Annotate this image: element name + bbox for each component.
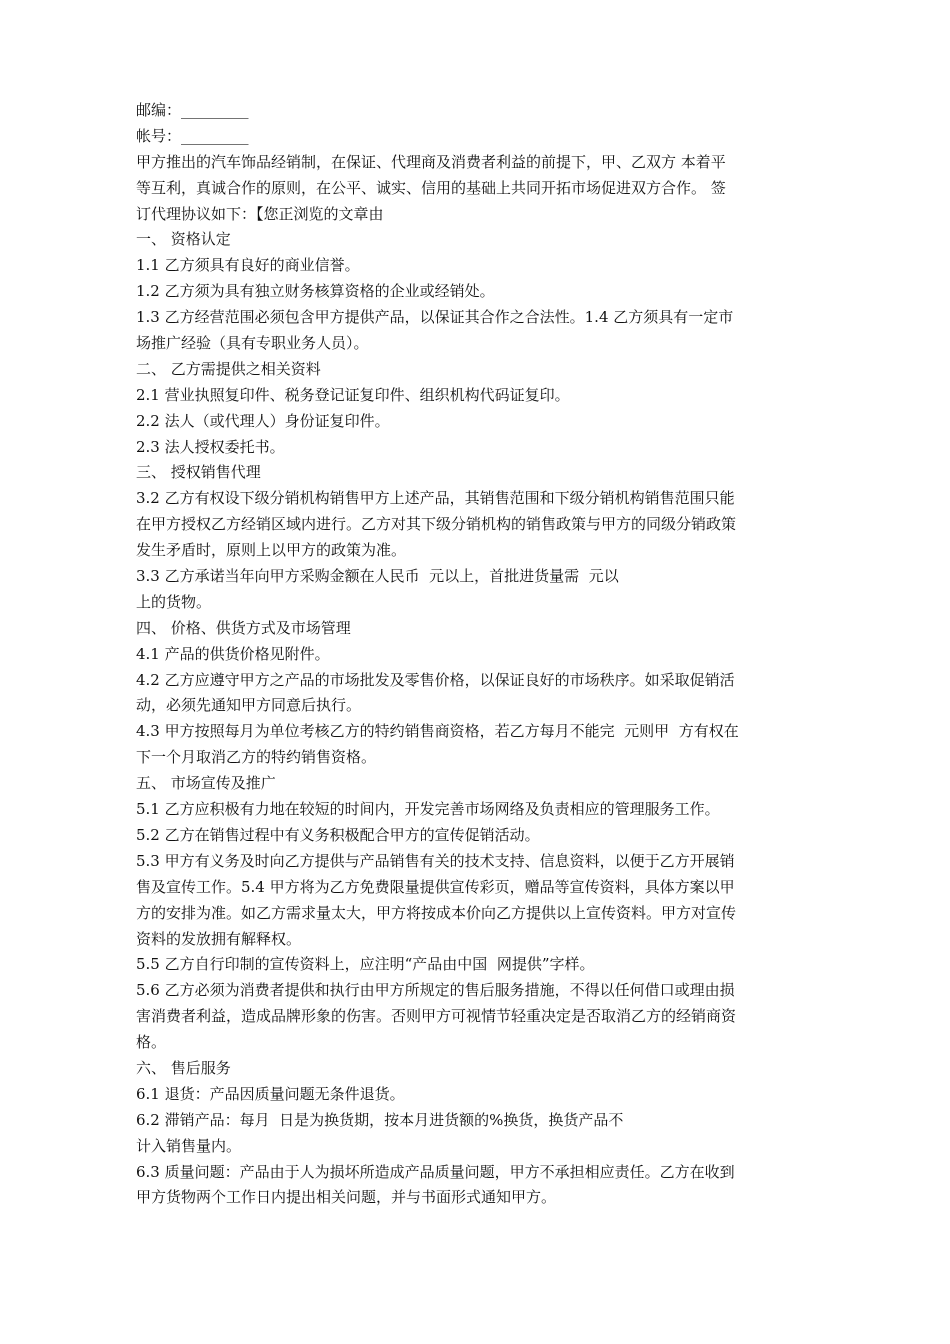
clause-line: 3.3 乙方承诺当年向甲方采购金额在人民币 元以上，首批进货量需 元以 <box>136 567 619 586</box>
clause-line: 6.1 退货：产品因质量问题无条件退货。 <box>136 1084 405 1103</box>
clause-line: 计入销售量内。 <box>136 1136 242 1155</box>
clause-line: 在甲方授权乙方经销区域内进行。乙方对其下级分销机构的销售政策与甲方的同级分销政策 <box>136 515 737 534</box>
clause-line: 上的货物。 <box>136 592 212 611</box>
clause-line: 3.2 乙方有权设下级分销机构销售甲方上述产品，其销售范围和下级分销机构销售范围只能 <box>136 489 735 508</box>
clause-line: 1.2 乙方须为具有独立财务核算资格的企业或经销处。 <box>136 282 495 301</box>
intro-paragraph-line: 甲方推出的汽车饰品经销制，在保证、代理商及消费者利益的前提下，甲、乙双方 本着平 <box>136 152 726 171</box>
section-heading: 四、 价格、供货方式及市场管理 <box>136 618 351 637</box>
clause-line: 甲方货物两个工作日内提出相关问题，并与书面形式通知甲方。 <box>136 1188 557 1207</box>
clause-line: 下一个月取消乙方的特约销售资格。 <box>136 748 377 767</box>
account-line: 帐号：_________ <box>136 126 249 145</box>
clause-line: 格。 <box>136 1033 167 1052</box>
clause-line: 动，必须先通知甲方同意后执行。 <box>136 696 362 715</box>
clause-line: 4.1 产品的供货价格见附件。 <box>136 644 330 663</box>
clause-line: 5.6 乙方必须为消费者提供和执行由甲方所规定的售后服务措施，不得以任何借口或理由损 <box>136 981 735 1000</box>
clause-line: 5.2 乙方在销售过程中有义务积极配合甲方的宣传促销活动。 <box>136 825 540 844</box>
section-heading: 二、 乙方需提供之相关资料 <box>136 359 321 378</box>
clause-line: 2.2 法人（或代理人）身份证复印件。 <box>136 411 390 430</box>
clause-line: 5.3 甲方有义务及时向乙方提供与产品销售有关的技术支持、信息资料，以便于乙方开展销 <box>136 851 735 870</box>
intro-paragraph-line: 等互利，真诚合作的原则，在公平、诚实、信用的基础上共同开拓市场促进双方合作。 签 <box>136 178 726 197</box>
document-body <box>136 98 822 1211</box>
section-heading: 一、 资格认定 <box>136 230 231 249</box>
clause-line: 6.3 质量问题：产品由于人为损坏所造成产品质量问题，甲方不承担相应责任。乙方在收到 <box>136 1162 735 1181</box>
clause-line: 资料的发放拥有解释权。 <box>136 929 302 948</box>
clause-line: 2.3 法人授权委托书。 <box>136 437 285 456</box>
clause-line: 5.1 乙方应积极有力地在较短的时间内，开发完善市场网络及负责相应的管理服务工作。 <box>136 800 720 819</box>
clause-line: 1.1 乙方须具有良好的商业信誉。 <box>136 256 360 275</box>
clause-line: 场推广经验（具有专职业务人员）。 <box>136 334 369 353</box>
clause-line: 4.2 乙方应遵守甲方之产品的市场批发及零售价格，以保证良好的市场秩序。如采取促销活 <box>136 670 735 689</box>
clause-line: 1.3 乙方经营范围必须包含甲方提供产品，以保证其合作之合法性。1.4 乙方须具有一定市 <box>136 308 734 327</box>
clause-line: 方的安排为准。如乙方需求量太大，甲方将按成本价向乙方提供以上宣传资料。甲方对宣传 <box>136 903 737 922</box>
clause-line: 害消费者利益，造成品牌形象的伤害。否则甲方可视情节轻重决定是否取消乙方的经销商资 <box>136 1007 737 1026</box>
clause-line: 5.5 乙方自行印制的宣传资料上，应注明“产品由中国 网提供”字样。 <box>136 955 595 974</box>
clause-line: 2.1 营业执照复印件、税务登记证复印件、组织机构代码证复印。 <box>136 385 570 404</box>
clause-line: 售及宣传工作。5.4 甲方将为乙方免费限量提供宣传彩页，赠品等宣传资料，具体方案以甲 <box>136 877 735 896</box>
clause-line: 6.2 滞销产品：每月 日是为换货期，按本月进货额的%换货，换货产品不 <box>136 1110 624 1129</box>
clause-line: 发生矛盾时，原则上以甲方的政策为准。 <box>136 541 407 560</box>
intro-paragraph-line: 订代理协议如下：【您正浏览的文章由 <box>136 204 384 223</box>
clause-line: 4.3 甲方按照每月为单位考核乙方的特约销售商资格，若乙方每月不能完 元则甲 方有权在 <box>136 722 739 741</box>
section-heading: 五、 市场宣传及推广 <box>136 774 276 793</box>
section-heading: 三、 授权销售代理 <box>136 463 261 482</box>
section-heading: 六、 售后服务 <box>136 1058 231 1077</box>
postal-code-line: 邮编：_________ <box>136 101 249 119</box>
